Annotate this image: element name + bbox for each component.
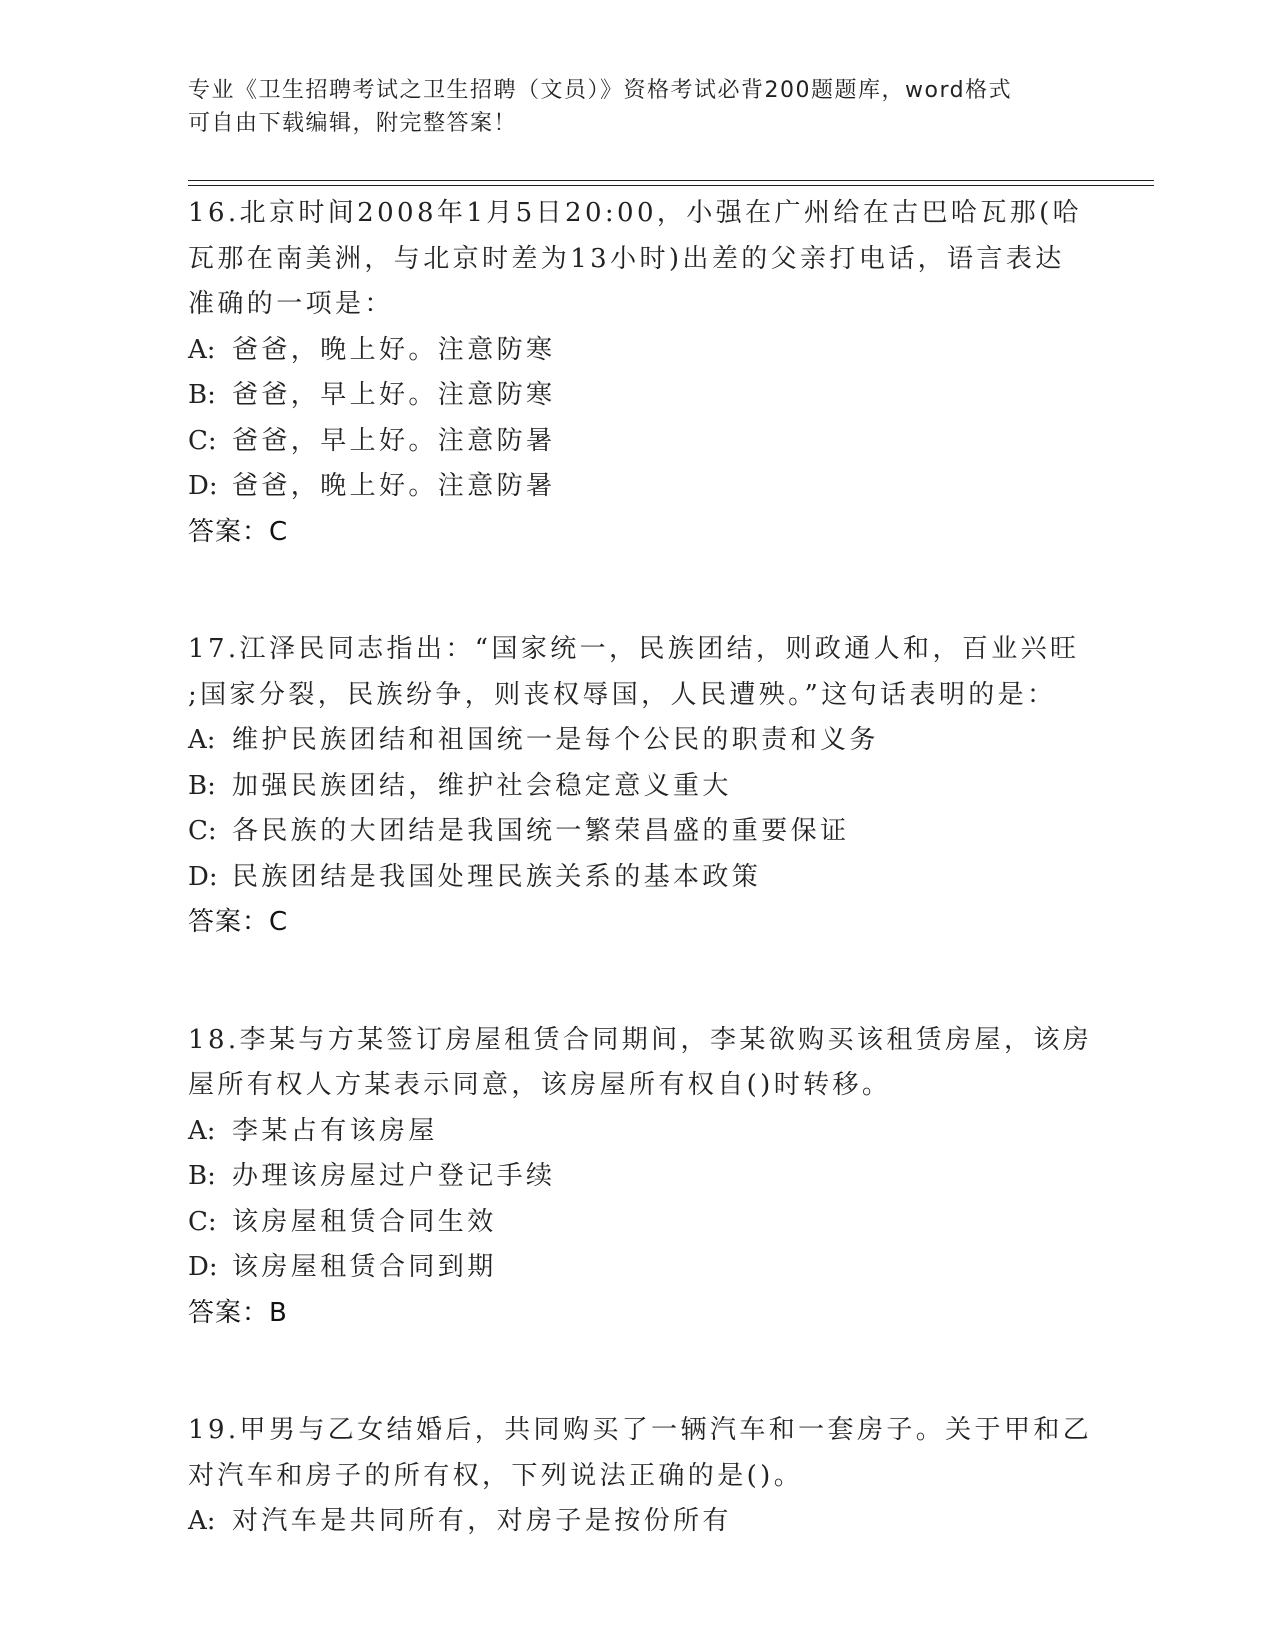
answer-label: 答案：B [188, 1297, 288, 1328]
header-rule-top [188, 180, 1154, 181]
question-spacer [188, 1336, 1088, 1408]
option-text: 该房屋租赁合同生效 [232, 1206, 497, 1237]
question-text: ;国家分裂，民族纷争，则丧权辱国，人民遭殃。”这句话表明的是： [188, 679, 1057, 710]
header-line: 可自由下载编辑，附完整答案！ [188, 111, 518, 136]
option-a [188, 718, 1088, 764]
option-c [188, 809, 1088, 855]
option-b [188, 373, 1088, 419]
option-text: 爸爸，早上好。注意防暑 [232, 425, 556, 456]
option-key: B: [188, 770, 216, 801]
option-key: C: [188, 816, 217, 846]
option-d [188, 1245, 1088, 1291]
answer-label: 答案：C [188, 907, 289, 937]
question-text: 17.江泽民同志指出：“国家统一，民族团结，则政通人和，百业兴旺 [188, 634, 1080, 664]
option-d [188, 464, 1088, 510]
question-spacer [188, 946, 1088, 1018]
option-c [188, 1200, 1088, 1246]
option-a [188, 1499, 1088, 1545]
option-key: D: [188, 1252, 218, 1282]
question-text: 瓦那在南美洲，与北京时差为13小时)出差的父亲打电话，语言表达 [188, 243, 1065, 274]
option-key: A: [188, 1506, 216, 1536]
question-spacer [188, 555, 1088, 627]
question-text: 16.北京时间2008年1月5日20:00，小强在广州给在古巴哈瓦那(哈 [188, 198, 1083, 228]
option-key: D: [188, 861, 218, 892]
question-19 [188, 1408, 1093, 1545]
option-text: 对汽车是共同所有，对房子是按份所有 [232, 1506, 732, 1536]
header-line: 专业《卫生招聘考试之卫生招聘（文员）》资格考试必背200题题库，word格式 [188, 78, 1013, 103]
option-text: 李某占有该房屋 [232, 1115, 438, 1146]
question-18 [188, 1018, 1093, 1337]
option-text: 该房屋租赁合同到期 [232, 1252, 497, 1282]
option-a [188, 1109, 1088, 1155]
question-16 [188, 191, 1088, 555]
option-d [188, 855, 1088, 901]
option-b [188, 1154, 1088, 1200]
option-text: 爸爸，晚上好。注意防暑 [232, 471, 556, 501]
option-text: 爸爸，晚上好。注意防寒 [232, 334, 556, 365]
option-key: B: [188, 1161, 216, 1191]
question-text: 18.李某与方某签订房屋租赁合同期间，李某欲购买该租赁房屋，该房 [188, 1024, 1093, 1055]
answer-label: 答案：C [188, 516, 289, 547]
question-text: 19.甲男与乙女结婚后，共同购买了一辆汽车和一套房子。关于甲和乙 [188, 1415, 1093, 1445]
option-text: 办理该房屋过户登记手续 [232, 1161, 556, 1191]
question-text: 屋所有权人方某表示同意，该房屋所有权自()时转移。 [188, 1070, 892, 1100]
option-text: 各民族的大团结是我国统一繁荣昌盛的重要保证 [232, 816, 850, 846]
question-text: 对汽车和房子的所有权，下列说法正确的是()。 [188, 1460, 804, 1491]
question-17 [188, 627, 1088, 946]
header-rule-bottom [188, 185, 1154, 186]
option-text: 民族团结是我国处理民族关系的基本政策 [232, 861, 762, 892]
option-key: C: [188, 425, 217, 456]
option-b [188, 764, 1088, 810]
option-key: A: [188, 1115, 216, 1146]
option-a [188, 328, 1088, 374]
document-header [188, 74, 1068, 140]
option-key: C: [188, 1206, 217, 1237]
option-key: D: [188, 471, 218, 501]
option-text: 加强民族团结，维护社会稳定意义重大 [232, 770, 732, 801]
option-text: 维护民族团结和祖国统一是每个公民的职责和义务 [232, 725, 879, 755]
question-text: 准确的一项是： [188, 289, 394, 319]
option-key: B: [188, 380, 216, 410]
option-key: A: [188, 334, 216, 365]
option-key: A: [188, 725, 216, 755]
question-list [188, 191, 1093, 1545]
option-c [188, 419, 1088, 465]
option-text: 爸爸，早上好。注意防寒 [232, 380, 556, 410]
